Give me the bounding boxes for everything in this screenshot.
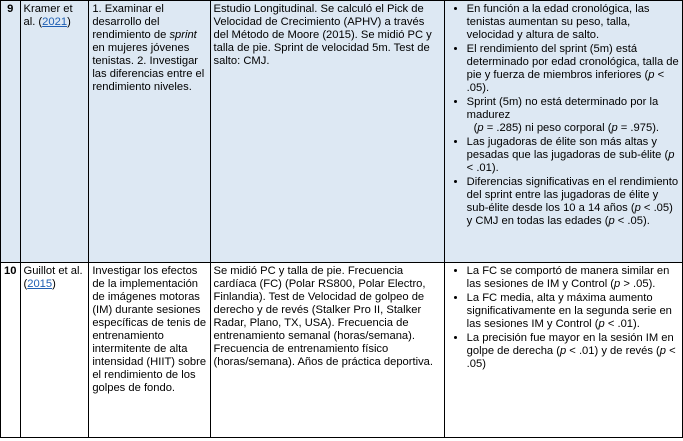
list-item: • La precisión fue mayor en la sesión IM en golpe de derecha (p < .01) y de revés (p < .05) — [467, 332, 679, 371]
objective-text-rest: en mujeres jóvenes tenistas. 2. Investigar las diferencias entre el rendimiento niveles. — [92, 42, 205, 93]
objectives-cell: Investigar los efectos de la implementación de imágenes motoras (IM) durante sesiones específicas de tenis de entrenamiento intermitente de alta intensidad (HIIT) sobre el rendimiento de los golpes de fondo. — [89, 263, 210, 438]
results-cell — [444, 1, 682, 263]
list-item: • Diferencias significativas en el rendimiento del sprint entre las jugadoras de élite y sub-élite desde los 10 a 14 años (p < .05) y CMJ en todas las edades (p < .05). — [467, 176, 679, 228]
objective-text: 1. Examinar el desarrollo del rendimiento de — [92, 3, 170, 41]
row-number: 9 — [1, 1, 21, 263]
list-item: • La FC se comportó de manera similar en las sesiones de IM y Control (p > .05). — [467, 265, 679, 291]
objectives-cell — [89, 1, 210, 263]
table-row — [1, 263, 683, 438]
row-number: 10 — [1, 263, 21, 438]
citation-link[interactable]: 2021 — [42, 16, 68, 28]
table-row — [1, 1, 683, 263]
results-list — [448, 3, 679, 228]
list-item: • Sprint (5m) no está determinado por la madurez (p = .285) ni peso corporal (p = .975). — [467, 96, 679, 135]
list-item: • En función a la edad cronológica, las tenistas aumentan su peso, talla, velocidad y altura de salto. — [467, 3, 679, 42]
citation-link[interactable]: 2015 — [27, 278, 53, 290]
author-cell: Guillot et al. (2015) — [20, 263, 89, 438]
author-cell: Kramer et al. (2021) — [20, 1, 89, 263]
list-item: • El rendimiento del sprint (5m) está determinado por edad cronológica, talla de pie y fuerza de miembros inferiores (p < .05). — [467, 43, 679, 95]
list-item: • La FC media, alta y máxima aumento significativamente en la segunda serie en las sesiones IM y Control (p < .01). — [467, 292, 679, 331]
methods-cell: Se midió PC y talla de pie. Frecuencia cardíaca (FC) (Polar RS800, Polar Electro, Finlandia). Test de Velocidad de golpeo de derecho y de revés (Stalker Pro II, Stalker Radar, Plano, TX, USA). Frecuencia de entrenamiento semanal (horas/semana). Frecuencia de entrenamiento físico (horas/semana). Años de práctica deportiva. — [210, 263, 444, 438]
methods-cell: Estudio Longitudinal. Se calculó el Pick de Velocidad de Crecimiento (APHV) a través del Método de Moore (2015). Se midió PC y talla de pie. Sprint de velocidad 5m. Test de salto: CMJ. — [210, 1, 444, 263]
list-item: • Las jugadoras de élite son más altas y pesadas que las jugadoras de sub-élite (p < .01). — [467, 136, 679, 175]
author-name: Guillot et al. — [23, 265, 83, 277]
results-list — [448, 265, 679, 371]
author-name: Kramer et al. — [23, 3, 73, 28]
results-cell — [444, 263, 682, 438]
objective-em: sprint — [169, 29, 197, 41]
